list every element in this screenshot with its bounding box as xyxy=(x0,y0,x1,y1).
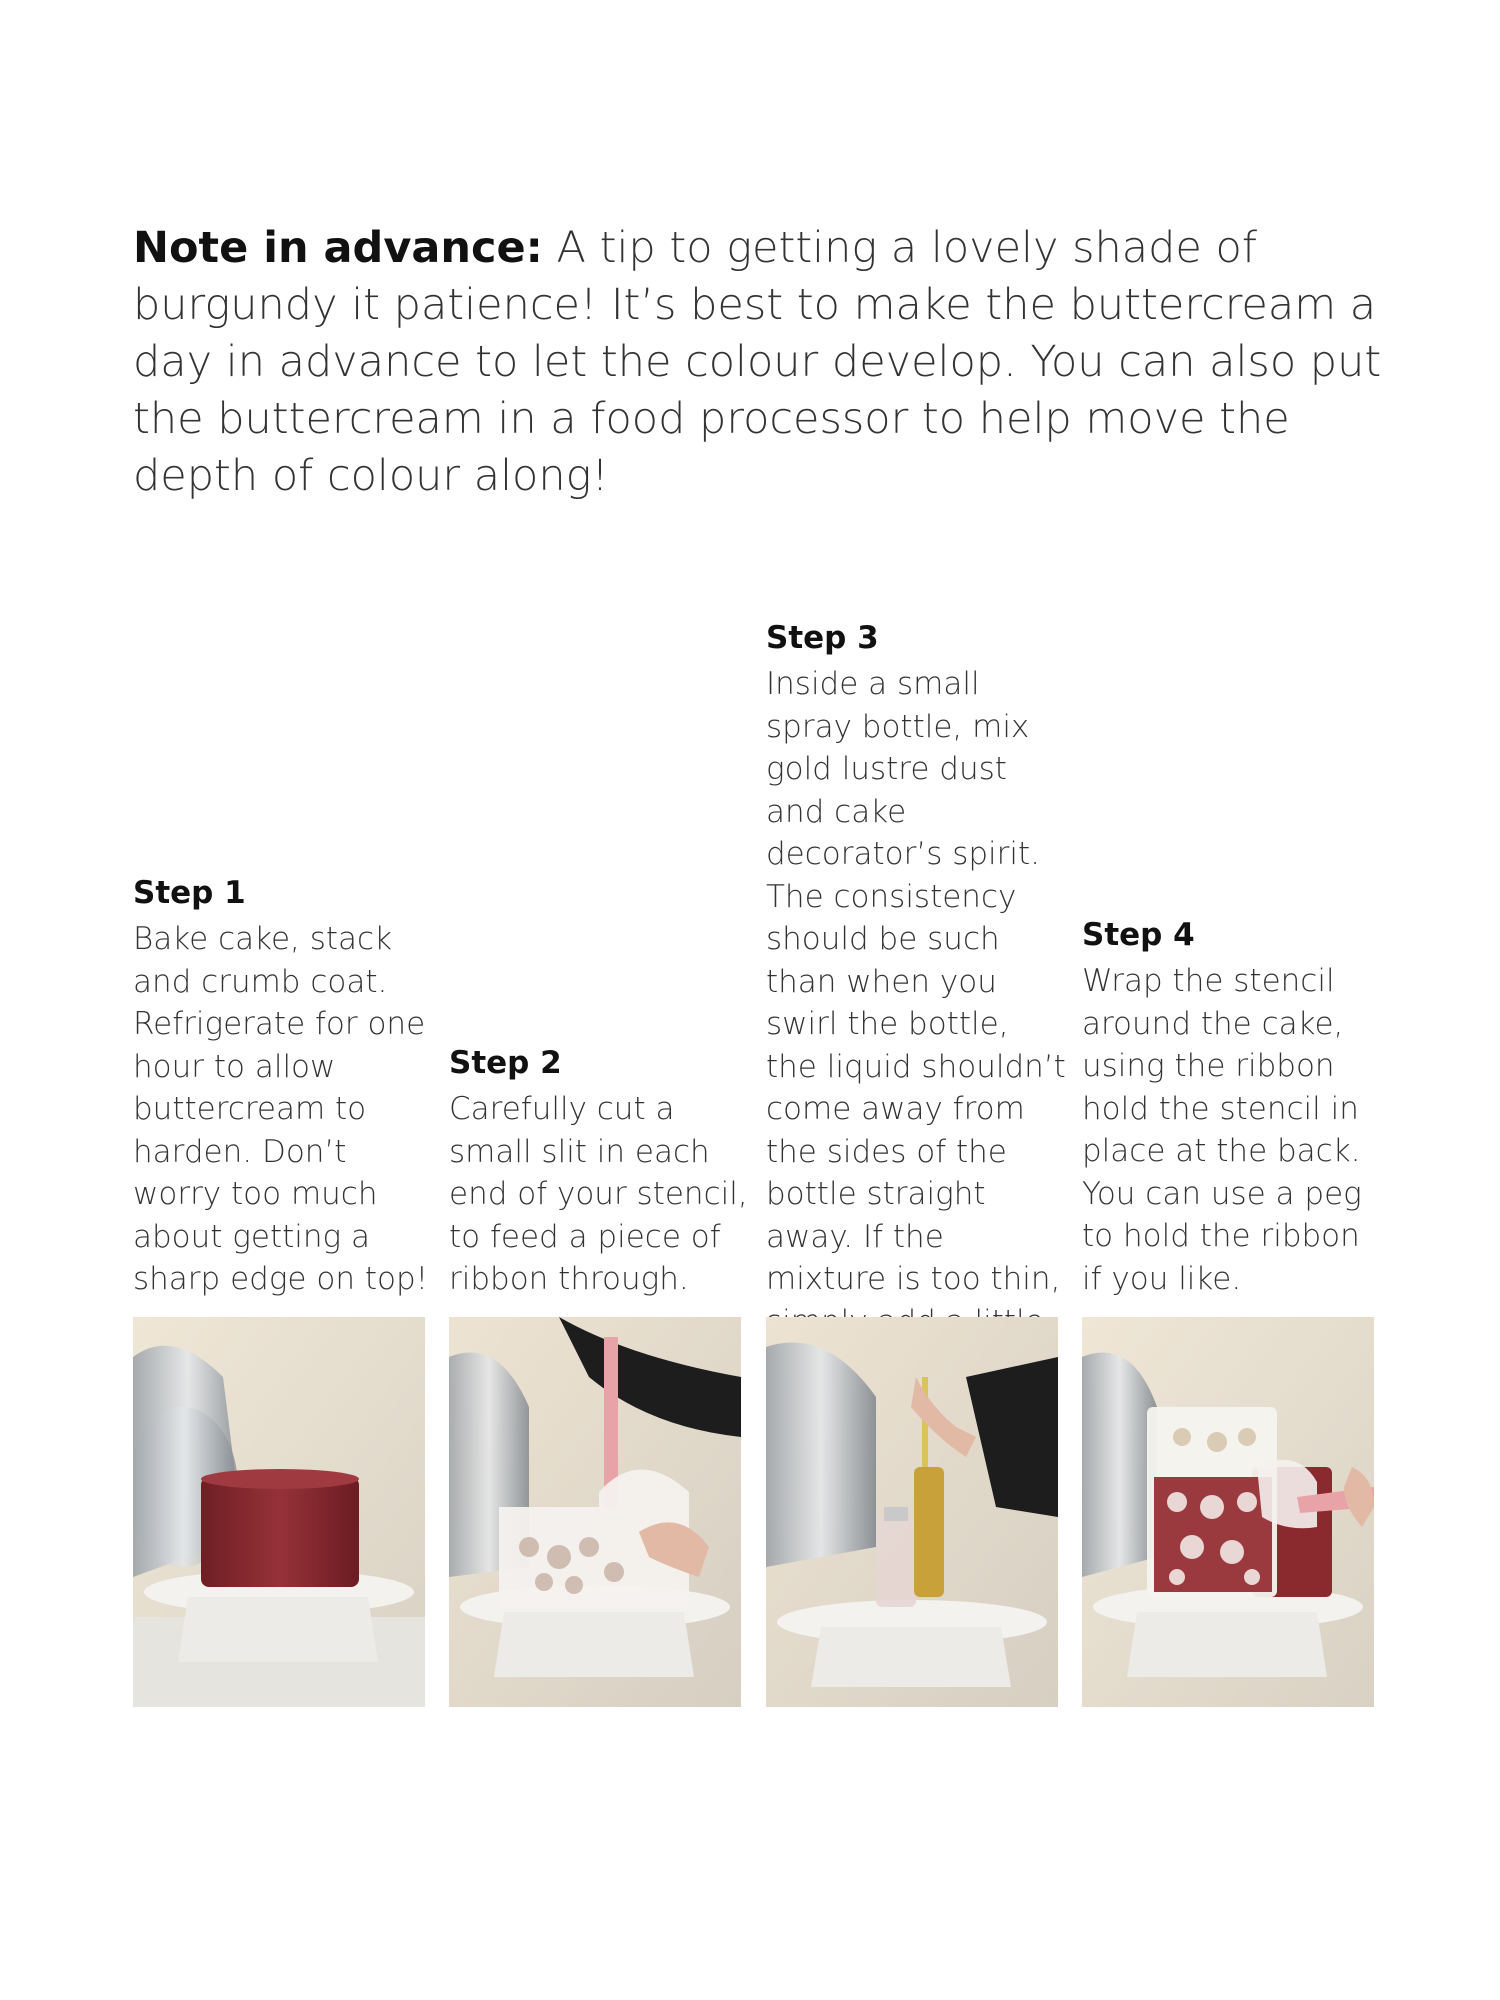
step-4-photo xyxy=(1082,1317,1374,1707)
step-2-text xyxy=(449,1042,749,1301)
step-1-photo xyxy=(133,1317,425,1707)
step-4-text xyxy=(1082,914,1382,1300)
step-4-body: Wrap the stencil around the cake, using the ribbon hold the stencil in place at the back. You can use a peg to hold the ribbon if you like. xyxy=(1082,963,1362,1297)
step-2-photo xyxy=(449,1317,741,1707)
step-1-text xyxy=(133,872,433,1301)
step-2-title: Step 2 xyxy=(449,1045,562,1081)
note-text: A tip to getting a lovely shade of burgundy it patience! It’s best to make the buttercream a day in advance to let the colour develop. You can also put the buttercream in a food processor to help move the depth of colour along! xyxy=(133,223,1382,501)
step-3-body: Inside a small spray bottle, mix gold lustre dust and cake decorator’s spirit. The consistency should be such than when you swirl the bottle, the liquid shouldn’t come away from the sides of the bottle straight away. If the mixture is too thin, xyxy=(766,666,1066,1297)
step-2-body: Carefully cut a small slit in each end of your stencil, to feed a piece of ribbon through. xyxy=(449,1091,748,1297)
step-3-text xyxy=(766,617,1066,1386)
step-1-title: Step 1 xyxy=(133,875,246,911)
step-4-title: Step 4 xyxy=(1082,917,1195,953)
step-3-title: Step 3 xyxy=(766,620,879,656)
advance-note xyxy=(133,220,1393,505)
note-lead: Note in advance: xyxy=(133,223,543,273)
step-1-body: Bake cake, stack and crumb coat. Refrigerate for one hour to allow buttercream to harden. Don’t worry too much about getting a sharp edge on top! xyxy=(133,921,429,1297)
step-3-photo xyxy=(766,1317,1058,1707)
